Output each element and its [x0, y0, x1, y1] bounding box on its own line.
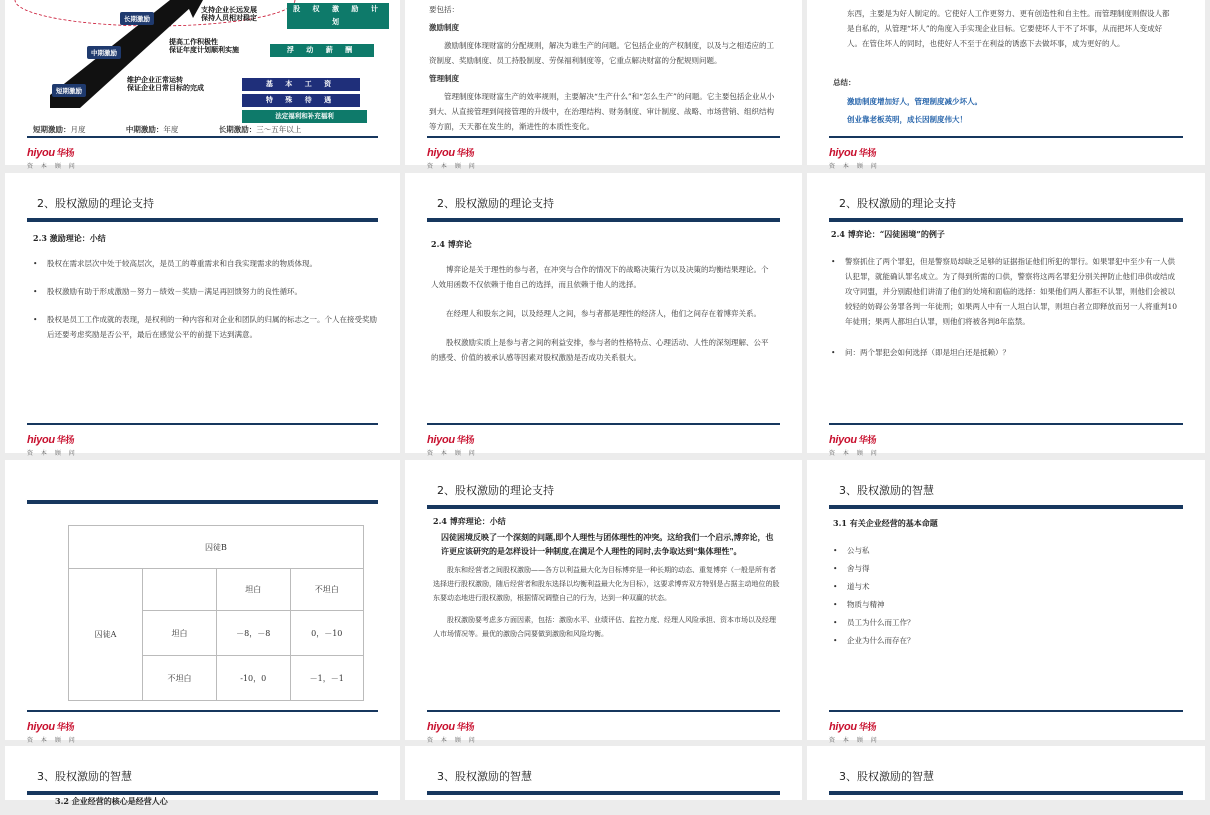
paragraph: 在经理人和股东之间，以及经理人之间，参与者都是理性的经济人，他们之间存在着博弈关系。: [446, 309, 761, 318]
slide-header: [27, 768, 378, 795]
footer-line: [829, 710, 1183, 712]
slide-header: [27, 195, 378, 222]
slide-title: 2、股权激励的理论支持: [37, 197, 154, 210]
footer-line: [427, 136, 780, 138]
badge-long: 长期激励: [120, 12, 154, 25]
slide-header: [427, 482, 780, 509]
slide-header: [427, 768, 780, 795]
note-mid: 提高工作积极性 保证年度计划顺利实施: [169, 38, 239, 54]
para-systems: 东西，主要是为好人制定的。它使好人工作更努力、更有创造性和自主性。而管理制度则假设人都是自私的，从管理“坏人”的角度入手实现企业目标。它要使坏人干不了坏事，从而把坏人变成好人。在管住坏人的同时，也使好人不至于在利益的诱惑下去做坏事，成为更好的人。: [847, 9, 1170, 48]
payoff-cell: 0，－10: [290, 611, 364, 656]
slide-wisdom-4[interactable]: [807, 746, 1205, 800]
badge-short: 短期激励: [52, 84, 86, 97]
logo: hiyou 华扬 资 本 顾 问: [427, 434, 478, 457]
bullet-item: • 警察抓住了两个罪犯，但是警察局却缺乏足够的证据指证他们所犯的罪行。如果罪犯中至少有一人供认犯罪，就能确认罪名成立。为了得到所需的口供，警察将这两名罪犯分别关押防止他们串供或结成攻守同盟，并分别跟他们讲清了他们的处境和面临的选择：如果他们两人都拒不认罪，则他们会被以较轻的妨碍公务罪各判一年徒刑；如果两人中有一人坦白认罪，则坦白者立即释放而另一人将重判10年徒刑；果两人都坦白认罪，则他们将被各判8年监禁。: [831, 254, 1181, 329]
section-subtitle: 2.3 激励理论：小结: [33, 233, 106, 243]
slide-prisoner-dilemma[interactable]: [807, 173, 1205, 457]
section-subtitle: 3.1 有关企业经营的基本命题: [833, 518, 938, 528]
slide-header: [829, 195, 1183, 222]
payoff-cell: －8，－8: [217, 611, 291, 656]
slide-wisdom-propositions[interactable]: [807, 460, 1205, 744]
heading-management: 管理制度: [429, 74, 459, 83]
slide-summary[interactable]: [807, 0, 1205, 170]
logo: hiyou 华扬 资 本 顾 问: [829, 147, 880, 170]
badge-mid: 中期激励: [87, 46, 121, 59]
slide-systems[interactable]: [405, 0, 802, 170]
slide-body: [433, 514, 780, 651]
bullet-item: • 股权激励有助于形成激励－努力－绩效－奖励－满足再回馈努力的良性循环。: [33, 284, 378, 299]
bar-special: 特 殊 待 遇: [242, 94, 360, 107]
list-item: • 舍与得: [833, 561, 1183, 576]
slide-title: 3、股权激励的智慧: [37, 770, 132, 783]
slide-body: [833, 2, 1175, 127]
slide-header: [427, 195, 780, 222]
logo: hiyou 华扬 资 本 顾 问: [829, 721, 880, 744]
slide-body: [55, 794, 378, 815]
slide-payoff-matrix[interactable]: [5, 460, 400, 744]
slide-body: [429, 2, 780, 144]
slide-header: [829, 482, 1183, 509]
heading-incentive: 激励制度: [429, 23, 459, 32]
logo: hiyou 华扬 资 本 顾 问: [427, 721, 478, 744]
slide-game-summary[interactable]: [405, 460, 802, 744]
payoff-table: [68, 525, 364, 701]
row-label: 坦白: [143, 611, 217, 656]
col-label: 坦白: [217, 569, 291, 611]
logo: hiyou 华扬 资 本 顾 问: [27, 147, 78, 170]
list-item: • 企业为什么而存在？: [833, 633, 1183, 648]
bar-floating-pay: 浮 动 薪 酬: [270, 44, 374, 57]
section-subtitle: 2.4 博弈理论：小结: [433, 516, 506, 526]
note-long: 支持企业长远发展 保持人员相对稳定: [201, 6, 257, 22]
slide-title: 2、股权激励的理论支持: [437, 484, 554, 497]
footer-line: [427, 710, 780, 712]
footer-line: [27, 136, 378, 138]
para-incentive: 激励制度体现财富的分配规则，解决为谁生产的问题。它包括企业的产权制度，以及与之相适应的工资制度、奖励制度、员工持股制度、劳保福利制度等，它重点解决财富的分配规则问题。: [429, 41, 774, 65]
bar-base-salary: 基 本 工 资: [242, 78, 360, 91]
slide-title: 3、股权激励的智慧: [839, 770, 934, 783]
slide-title: 3、股权激励的智慧: [839, 484, 934, 497]
slide-incentive-levels[interactable]: [5, 0, 400, 170]
col-label: 不坦白: [290, 569, 364, 611]
section-subtitle: 2.4 博弈论：“囚徒困境”的例子: [831, 229, 945, 239]
summary-line-2: 创业靠老板英明，成长因制度伟大！: [847, 115, 967, 124]
term-legend: 短期激励：月度 中期激励：年度 长期激励：三～五年以上: [33, 125, 302, 134]
logo: hiyou 华扬 资 本 顾 问: [27, 434, 78, 457]
footer-line: [829, 136, 1183, 138]
logo: hiyou 华扬 资 本 顾 问: [27, 721, 78, 744]
footer-line: [427, 423, 780, 425]
payoff-cell: -10，0: [217, 656, 291, 701]
list-item: • 道与术: [833, 579, 1183, 594]
note-short: 维护企业正常运转 保证企业日常目标的完成: [127, 76, 204, 92]
paragraph: 股权激励要考虑多方面因素，包括：激励水平、业绩评估、监控力度、经理人风险承担、资本市场以及经理人市场情况等。最优的激励合同要做到激励和风险均衡。: [433, 616, 776, 638]
lead-text: 要包括：: [429, 5, 459, 14]
slide-body: [831, 227, 1181, 373]
slide-title: 3、股权激励的智慧: [437, 770, 532, 783]
logo: hiyou 华扬 资 本 顾 问: [427, 147, 478, 170]
list-item: • 员工为什么而工作？: [833, 615, 1183, 630]
footer-line: [27, 423, 378, 425]
bullet-item: • 问：两个罪犯会如何选择（即是坦白还是抵赖）？: [831, 345, 1181, 360]
section-subtitle: 3.2 企业经营的核心是经营人心: [55, 796, 168, 806]
slide-body: [833, 516, 1183, 651]
slide-wisdom-3[interactable]: [405, 746, 802, 800]
list-item: • 物质与精神: [833, 597, 1183, 612]
logo: hiyou 华扬 资 本 顾 问: [829, 434, 880, 457]
row-header: 囚徒A: [69, 569, 143, 701]
slide-title: 2、股权激励的理论支持: [839, 197, 956, 210]
col-header: 囚徒B: [69, 526, 364, 569]
footer-line: [27, 710, 378, 712]
bar-welfare: 法定福利和补充福利: [242, 110, 367, 123]
summary-label: 总结：: [833, 78, 856, 87]
paragraph: 股东和经营者之间股权激励——各方以利益最大化为目标博弈是一种长期的动态、重复博弈（一般是所有者选择进行股权激励，随后经营者和股东选择以均衡利益最大化为目标），这要求博弈双方特别是占据主动地位的股东要动态地进行股权激励，根据情况调整自己的行为，达到一种双赢的状态。: [433, 566, 780, 602]
slide-incentive-summary[interactable]: [5, 173, 400, 457]
bullet-item: • 股权是员工工作成就的表现，是权利的一种内容和对企业和团队的归属的标志之一。个人在接受奖励后还要考虑奖励是否公平，最后在感觉公平的前提下达到满意。: [33, 312, 378, 342]
slide-title: 2、股权激励的理论支持: [437, 197, 554, 210]
slide-header: [829, 768, 1183, 795]
slide-body: [33, 231, 378, 355]
row-label: 不坦白: [143, 656, 217, 701]
summary-line-1: 激励制度增加好人，管理制度减少坏人。: [847, 97, 982, 106]
para-management: 管理制度体现财富生产的效率规则，主要解决“生产什么”和“怎么生产”的问题。它主要包括企业从小到大、从直接管理到间接管理的升级中，在治理结构、财务制度、审计制度、战略、市场营销、组织结构等方面，天天都在发生的，渐进性的本质性变化。: [429, 92, 775, 131]
payoff-cell: －1，－1: [290, 656, 364, 701]
bar-equity-plan: 股 权 激 励 计 划: [287, 3, 389, 29]
bullet-item: • 股权在需求层次中处于较高层次，是员工的尊重需求和自我实现需求的物质体现。: [33, 256, 378, 271]
slide-wisdom-2[interactable]: [5, 746, 400, 806]
paragraph: 博弈论是关于理性的参与者，在冲突与合作的情况下的战略决策行为以及决策的均衡结果理论。个人效用函数不仅依赖于他自己的选择，而且依赖于他人的选择。: [431, 265, 769, 289]
slide-header: [27, 482, 378, 504]
list-item: • 公与私: [833, 543, 1183, 558]
lead-paragraph: 囚徒困境反映了一个深刻的问题,即个人理性与团体理性的冲突。这给我们一个启示,博弈论，也许更应该研究的是怎样设计一种制度,在满足个人理性的同时,去争取达到“集体理性”。: [441, 533, 774, 556]
section-subtitle: 2.4 博弈论: [431, 239, 472, 249]
slide-body: [431, 237, 772, 375]
paragraph: 股权激励实质上是参与者之间的利益安排，参与者的性格特点、心理活动、人性的深刻理解、公平的感受、价值的被承认感等因素对股权激励是否成功关系很大。: [431, 338, 769, 362]
slide-game-theory[interactable]: [405, 173, 802, 457]
footer-line: [829, 423, 1183, 425]
